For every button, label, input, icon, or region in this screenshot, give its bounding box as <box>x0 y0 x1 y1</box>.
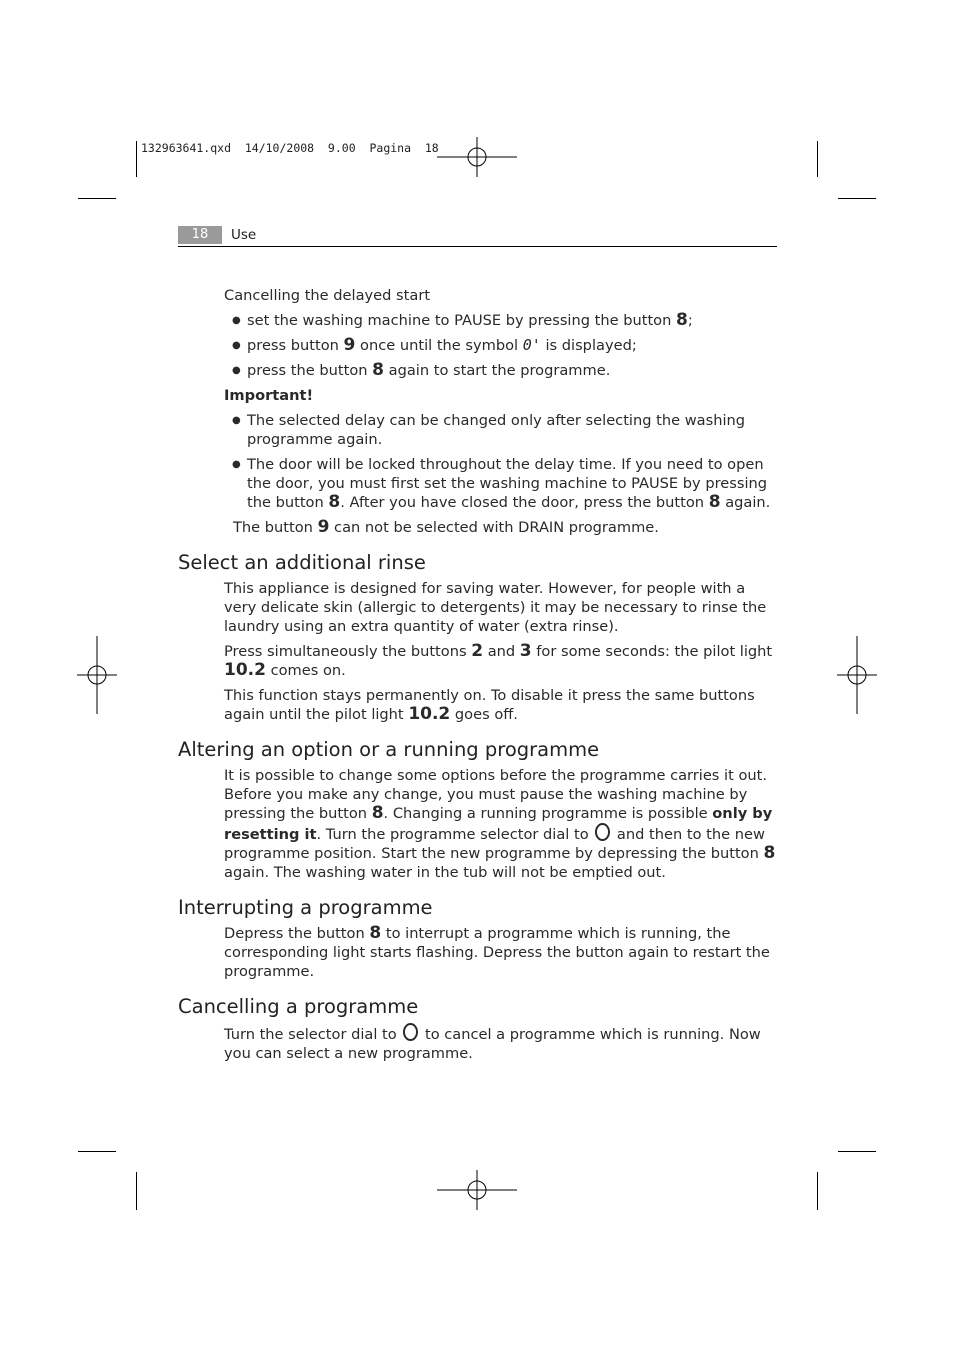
text: Press simultaneously the buttons <box>224 643 467 660</box>
text: Turn the selector dial to <box>224 1026 397 1043</box>
text: is displayed; <box>545 337 637 354</box>
pilot-light-reference: 10.2 <box>408 704 451 724</box>
page-content <box>178 286 776 1069</box>
text: and <box>487 643 516 660</box>
button-reference: 8 <box>328 492 341 512</box>
important-list <box>224 411 776 512</box>
delay-steps-list <box>224 311 776 380</box>
crop-mark <box>136 141 137 177</box>
list-item <box>224 311 776 330</box>
text: comes on. <box>270 662 346 679</box>
crop-mark <box>838 198 876 199</box>
drain-note <box>224 518 776 537</box>
section-heading: Interrupting a programme <box>178 896 433 919</box>
button-reference: 8 <box>708 492 721 512</box>
section-heading: Altering an option or a running programme <box>178 738 600 761</box>
registration-mark-left <box>77 636 117 714</box>
pilot-light-reference: 10.2 <box>224 660 266 680</box>
registration-mark-top <box>437 137 517 177</box>
text: to cancel a programme which is running. Now you can select a new programme. <box>224 1026 761 1062</box>
page-number: 18 <box>178 226 222 244</box>
text: . Changing a running programme is possible <box>383 805 708 822</box>
display-symbol: 0' <box>522 336 541 354</box>
text: goes off. <box>454 706 518 723</box>
text: again. The washing water in the tub will not be emptied out. <box>224 864 666 881</box>
text: This function stays permanently on. To disable it press the same buttons again until the pilot light <box>224 687 755 723</box>
crop-mark <box>817 1172 818 1210</box>
paragraph <box>224 686 776 724</box>
paragraph <box>224 766 776 882</box>
crop-mark <box>838 1151 876 1152</box>
button-reference: 9 <box>343 335 356 355</box>
text: The button <box>233 519 313 536</box>
paragraph: This appliance is designed for saving water. However, for people with a very delicate skin (allergic to detergents) it may be necessary to rinse the laundry using an extra quantity of water (extra rinse). <box>224 580 767 635</box>
button-reference: 8 <box>763 843 776 863</box>
button-reference: 9 <box>317 517 330 537</box>
section-title: Use <box>231 227 257 243</box>
section-heading: Cancelling a programme <box>178 995 419 1018</box>
print-slug: 132963641.qxd 14/10/2008 9.00 Pagina 18 <box>141 141 439 155</box>
crop-mark <box>78 1151 116 1152</box>
list-item <box>224 336 776 355</box>
text: The door will be locked throughout the delay time. If you need to open the door, you must first set the washing machine to PAUSE by pressing the button <box>247 456 768 511</box>
off-position-icon <box>403 1023 418 1041</box>
crop-mark <box>817 141 818 177</box>
button-reference: 8 <box>372 360 384 380</box>
text: again to start the programme. <box>388 362 611 379</box>
paragraph <box>224 642 776 680</box>
section-heading: Select an additional rinse <box>178 551 426 574</box>
text: again. <box>725 494 771 511</box>
text: set the washing machine to PAUSE by pressing the button <box>247 312 672 329</box>
text: . Turn the programme selector dial to <box>316 826 589 843</box>
button-reference: 2 <box>471 641 484 661</box>
subsection-title: Cancelling the delayed start <box>224 287 431 304</box>
crop-mark <box>136 1172 137 1210</box>
text: press the button <box>247 362 368 379</box>
button-reference: 3 <box>519 641 532 661</box>
button-reference: 8 <box>676 310 688 330</box>
registration-mark-bottom <box>437 1170 517 1210</box>
registration-mark-right <box>837 636 877 714</box>
paragraph <box>224 924 776 981</box>
text: press button <box>247 337 339 354</box>
crop-mark <box>78 198 116 199</box>
text: to interrupt a programme which is running, the corresponding light starts flashing. Depress the button again to restart the programme. <box>224 925 770 980</box>
off-position-icon <box>595 823 610 841</box>
text: Depress the button <box>224 925 365 942</box>
text: for some seconds: the pilot light <box>536 643 773 660</box>
list-item <box>224 361 776 380</box>
button-reference: 8 <box>369 923 382 943</box>
header-rule <box>178 246 777 247</box>
paragraph <box>224 1023 776 1063</box>
button-reference: 8 <box>371 803 384 823</box>
important-label: Important! <box>224 387 314 404</box>
text: . After you have closed the door, press the button <box>340 494 705 511</box>
text: and then to the new programme position. Start the new programme by depressing the button <box>224 826 765 862</box>
text: can not be selected with DRAIN programme. <box>334 519 659 536</box>
text: ; <box>687 312 693 329</box>
text: It is possible to change some options before the programme carries it out. Before you make any change, you must pause the washing machine by pressing the button <box>224 767 768 822</box>
emphasis: only by resetting it <box>224 805 773 843</box>
list-item: ● The selected delay can be changed only after selecting the washing programme again. <box>224 411 776 449</box>
list-item <box>224 455 776 512</box>
text: once until the symbol <box>360 337 519 354</box>
